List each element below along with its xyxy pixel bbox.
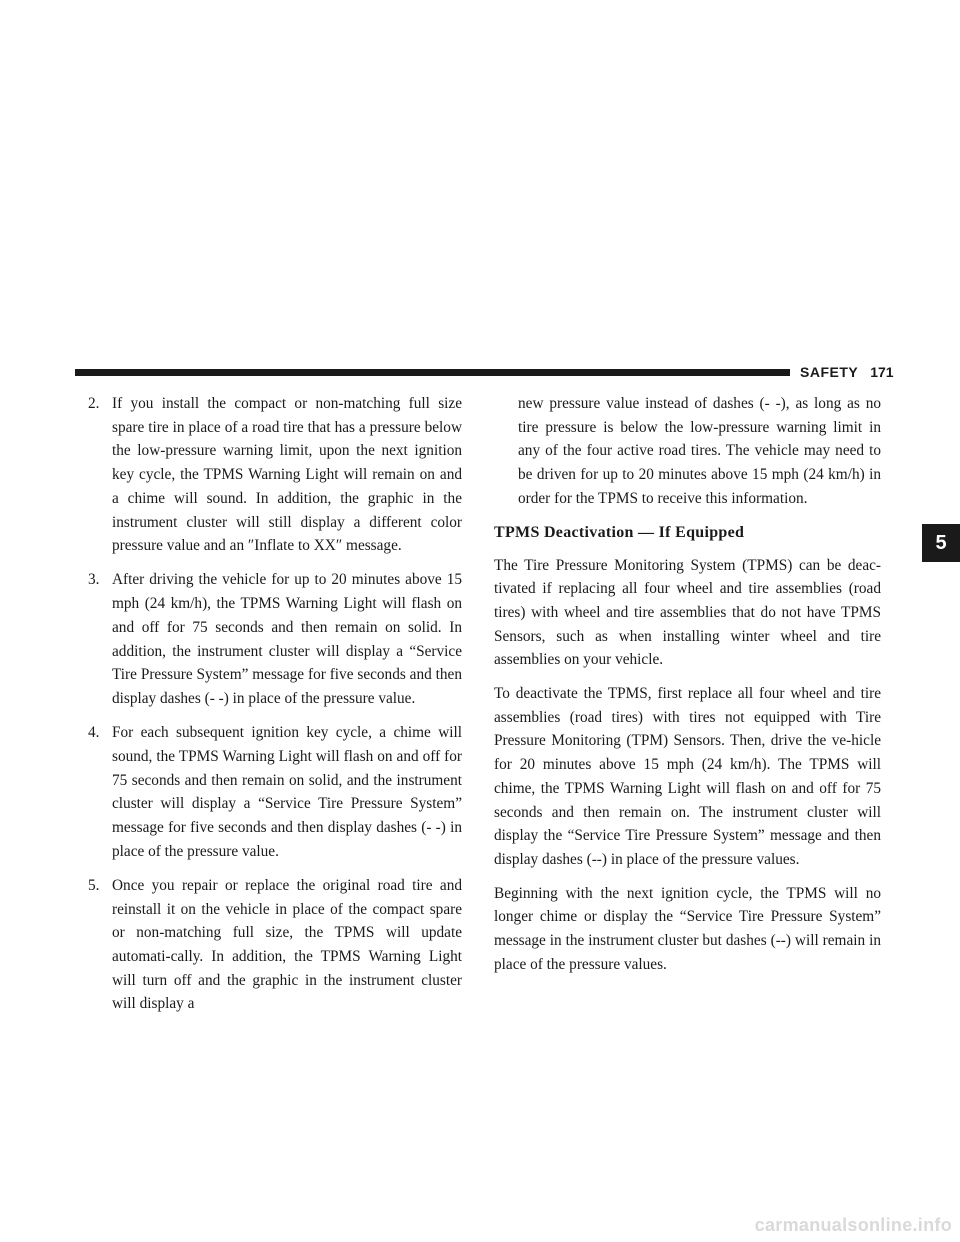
right-column <box>494 392 881 986</box>
list-text: If you install the compact or non-matching full size spare tire in place of a road tire that has a pressure below the low-pressure warning limit, upon the next ignition key cycle, the TPMS Warning Light will remain on and a chime will sound. In addition, the graphic in the instrument cluster will still display a different color pressure value and an ″Inflate to XX″ message. <box>112 395 462 555</box>
list-item-continuation: new pressure value instead of dashes (- -), as long as no tire pressure is below the low-pressure warning limit in any of the four active road tires. The vehicle may need to be driven for up to 20 minutes above 15 mph (24 km/h) in order for the TPMS to receive this information. <box>518 395 881 507</box>
section-title: SAFETY <box>800 364 859 380</box>
list-item <box>88 874 462 1016</box>
watermark: carmanualsonline.info <box>754 1215 952 1235</box>
left-column <box>88 392 462 1027</box>
section-heading: TPMS Deactivation — If Equipped <box>494 523 745 541</box>
paragraph: To deactivate the TPMS, first replace all four wheel and tire assemblies (road tires) with tires not equipped with Tire Pressure Monitoring (TPM) Sensors. Then, drive the ve-hicle for 20 minutes above 15 mph (24 km/h). The TPMS will chime, the TPMS Warning Light will flash on and off for 75 seconds and then remain on. The instrument cluster will display the “Service Tire Pressure System” message and then display dashes (--) in place of the pressure values. <box>494 685 881 868</box>
paragraph: Beginning with the next ignition cycle, the TPMS will no longer chime or display the “Service Tire Pressure System” message in the instrument cluster but dashes (--) will remain in place of the pressure values. <box>494 884 881 973</box>
page-header <box>800 362 894 382</box>
list-number: 5. <box>88 876 100 894</box>
list-item <box>88 721 462 863</box>
list-number: 2. <box>88 395 100 412</box>
list-text: After driving the vehicle for up to 20 minutes above 15 mph (24 km/h), the TPMS Warning Light will flash on and off for 75 seconds and then remain on solid. In addition, the instrument cluster will display a “Service Tire Pressure System” message for five seconds and then display dashes (- -) in place of the pressure value. <box>112 571 462 707</box>
paragraph: The Tire Pressure Monitoring System (TPMS) can be deac-tivated if replacing all four wheel and tire assemblies (road tires) with wheel and tire assemblies that do not have TPMS Sensors, such as when installing winter wheel and tire assemblies on your vehicle. <box>494 556 881 669</box>
page-number: 171 <box>870 364 894 380</box>
list-item <box>88 392 462 558</box>
chapter-tab: 5 <box>922 524 960 562</box>
list-number: 4. <box>88 724 100 742</box>
header-rule <box>75 369 790 376</box>
list-number: 3. <box>88 571 100 589</box>
list-text: For each subsequent ignition key cycle, a chime will sound, the TPMS Warning Light will flash on and off for 75 seconds and then remain on solid, and the instrument cluster will display a “Service Tire Pressure System” message for five seconds and then display dashes (- -) in place of the pressure value. <box>112 724 462 860</box>
list-item <box>88 568 462 710</box>
list-text: Once you repair or replace the original road tire and reinstall it on the vehicle in place of the compact spare or non-matching full size, the TPMS will update automati-cally. In addition, the TPMS Warning Light will turn off and the graphic in the instrument cluster will display a <box>112 876 462 1013</box>
